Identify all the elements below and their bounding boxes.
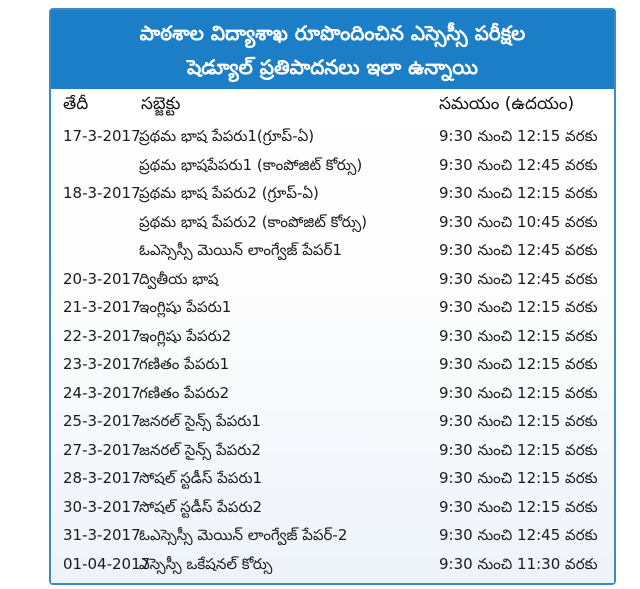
row-time: 9:30 నుంచి 12:15 వరకు — [439, 355, 598, 373]
row-subject: ప్రథమ భాష పేపరు2 (గ్రూప్-ఏ) — [139, 184, 319, 202]
row-time: 9:30 నుంచి 12:15 వరకు — [439, 298, 598, 316]
row-time: 9:30 నుంచి 12:45 వరకు — [439, 241, 598, 259]
row-time: 9:30 నుంచి 12:15 వరకు — [439, 497, 598, 516]
row-subject: ఎస్సెస్సీ ఒకేషనల్ కోర్సు — [139, 554, 273, 573]
table-row — [51, 266, 614, 295]
row-subject: సోషల్ స్టడీస్ పేపరు2 — [139, 497, 263, 516]
row-time: 9:30 నుంచి 12:15 వరకు — [439, 127, 598, 145]
row-subject: ఓఎస్సెస్సీ మెయిన్ లాంగ్వేజ్ పేపర్-2 — [139, 526, 348, 544]
row-time: 9:30 నుంచి 12:15 వరకు — [439, 326, 598, 345]
row-date: 01-04-2017 — [63, 554, 151, 573]
row-date: 28-3-2017 — [63, 469, 141, 487]
schedule-frame — [49, 8, 616, 585]
table-row — [51, 123, 614, 152]
row-subject: గణితం పేపరు2 — [139, 383, 230, 402]
table-row — [51, 323, 614, 352]
row-time: 9:30 నుంచి 12:15 వరకు — [439, 383, 598, 402]
row-date: 22-3-2017 — [63, 326, 141, 345]
row-subject: ప్రథమ భాష పేపరు2 (కాంపోజిట్ కోర్సు) — [139, 212, 367, 231]
table-row — [51, 408, 614, 437]
row-date: 30-3-2017 — [63, 497, 141, 516]
table-row — [51, 294, 614, 323]
row-date: 23-3-2017 — [63, 355, 141, 373]
table-row — [51, 209, 614, 238]
row-time: 9:30 నుంచి 11:30 వరకు — [439, 554, 598, 573]
row-subject: ద్వితీయ భాష — [139, 269, 219, 288]
row-time: 9:30 నుంచి 12:45 వరకు — [439, 155, 598, 174]
row-date: 27-3-2017 — [63, 440, 141, 459]
table-body — [51, 123, 614, 579]
row-subject: జనరల్ సైన్స్ పేపరు2 — [139, 440, 261, 459]
row-date: 24-3-2017 — [63, 383, 141, 402]
row-date: 21-3-2017 — [63, 298, 141, 316]
row-time: 9:30 నుంచి 12:15 వరకు — [439, 412, 598, 430]
row-date: 17-3-2017 — [63, 127, 141, 145]
row-time: 9:30 నుంచి 12:15 వరకు — [439, 469, 598, 487]
row-time: 9:30 నుంచి 12:15 వరకు — [439, 184, 598, 202]
schedule-table — [51, 89, 614, 583]
header-time: సమయం (ఉదయం) — [439, 94, 575, 114]
table-header-row — [51, 94, 614, 120]
row-date: 31-3-2017 — [63, 526, 141, 544]
table-row — [51, 152, 614, 181]
header-subject: సబ్జెక్టు — [141, 94, 181, 114]
table-row — [51, 494, 614, 523]
row-subject: ఇంగ్లిషు పేపరు1 — [139, 298, 232, 316]
table-row — [51, 237, 614, 266]
row-date: 20-3-2017 — [63, 269, 141, 288]
table-row — [51, 522, 614, 551]
row-subject: ఓఎస్సెస్సీ మెయిన్ లాంగ్వేజ్ పేపర్1 — [139, 241, 342, 259]
table-row — [51, 180, 614, 209]
banner-title-line-1: పాఠశాల విద్యాశాఖ రూపొందించిన ఎస్సెస్సీ పరీక్షల — [139, 21, 526, 45]
row-subject: ప్రథమ భాషపేపరు1 (కాంపోజిట్ కోర్సు) — [139, 155, 363, 174]
row-time: 9:30 నుంచి 12:45 వరకు — [439, 526, 598, 544]
row-time: 9:30 నుంచి 12:45 వరకు — [439, 269, 598, 288]
row-date: 25-3-2017 — [63, 412, 141, 430]
table-row — [51, 380, 614, 409]
table-row — [51, 465, 614, 494]
row-subject: ఇంగ్లిషు పేపరు2 — [139, 326, 232, 345]
row-time: 9:30 నుంచి 10:45 వరకు — [439, 212, 598, 231]
table-row — [51, 437, 614, 466]
schedule-banner — [51, 10, 614, 89]
row-time: 9:30 నుంచి 12:15 వరకు — [439, 440, 598, 459]
row-subject: జనరల్ సైన్స్ పేపరు1 — [139, 412, 261, 430]
row-subject: గణితం పేపరు1 — [139, 355, 230, 373]
row-subject: సోషల్ స్టడీస్ పేపరు1 — [139, 469, 263, 487]
row-subject: ప్రథమ భాష పేపరు1(గ్రూప్-ఏ) — [139, 127, 315, 145]
banner-title-line-2: షెడ్యూల్ ప్రతిపాదనలు ఇలా ఉన్నాయి — [187, 55, 478, 79]
table-row — [51, 551, 614, 580]
header-date: తేదీ — [63, 94, 89, 114]
table-row — [51, 351, 614, 380]
row-date: 18-3-2017 — [63, 184, 141, 202]
